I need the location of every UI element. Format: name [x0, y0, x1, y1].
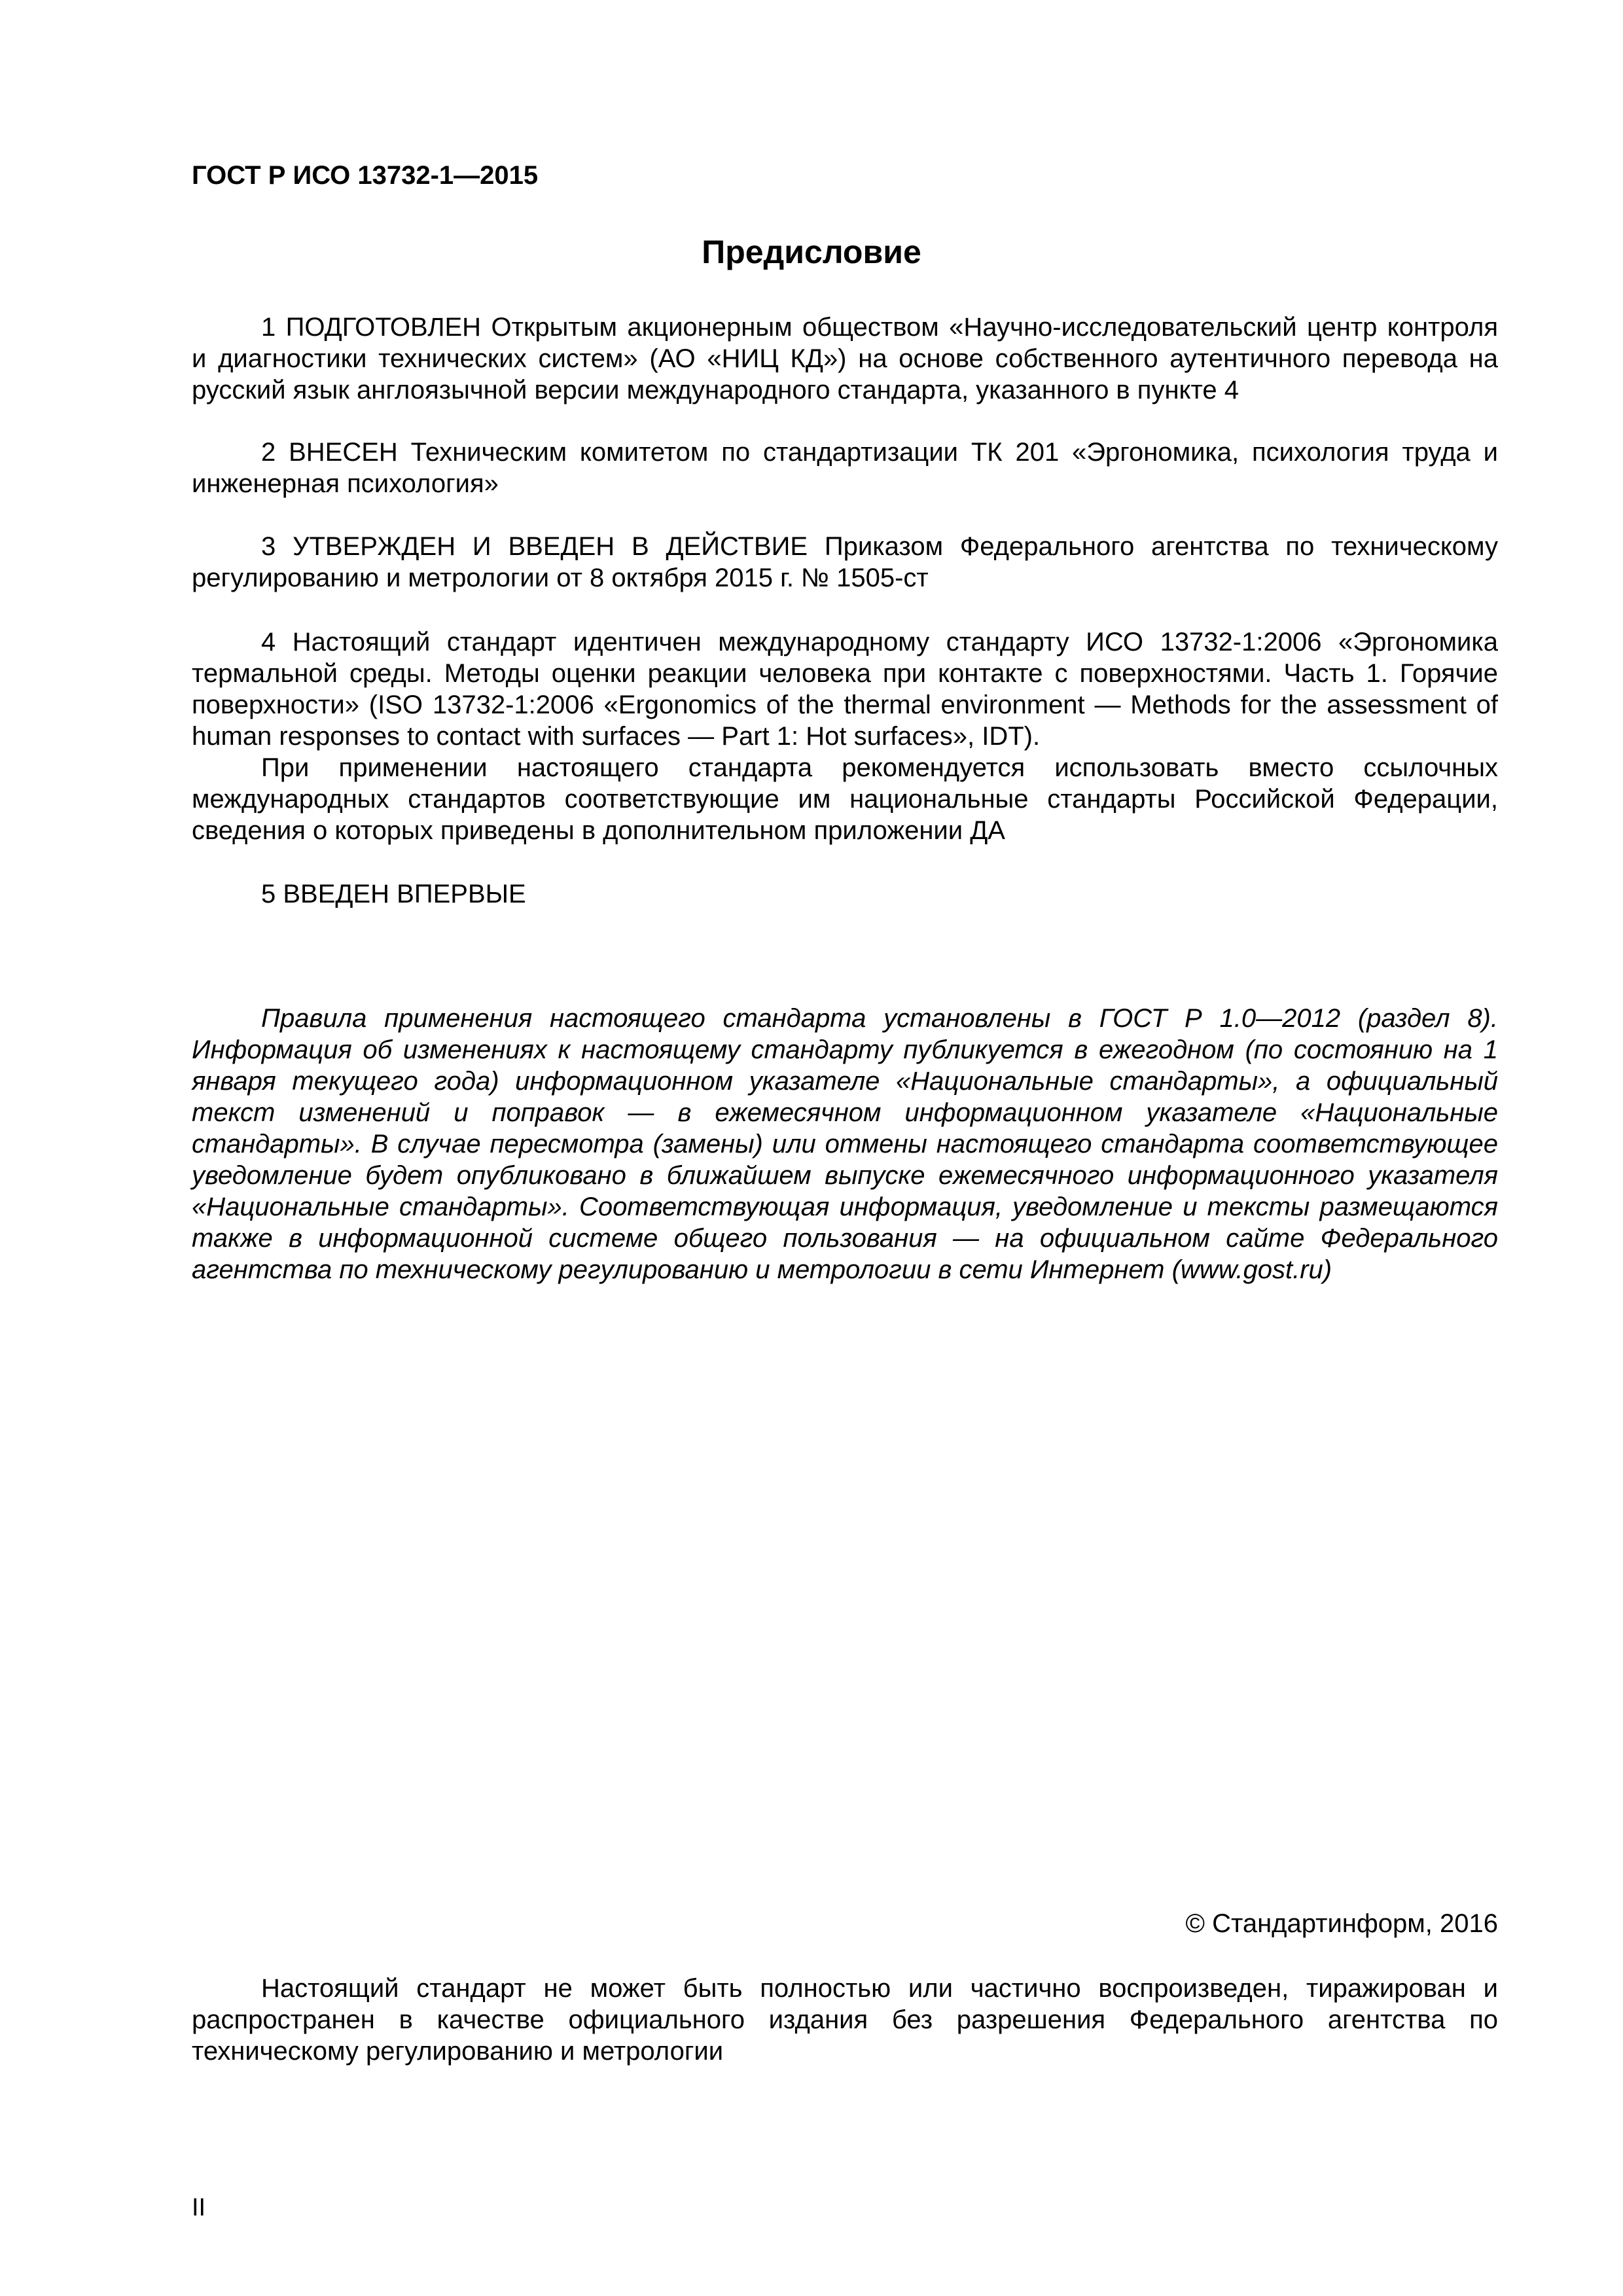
copyright: © Стандартинформ, 2016	[1185, 1909, 1498, 1938]
foreword-item-1: 1 ПОДГОТОВЛЕН Открытым акционерным обществом «Научно-исследовательский центр контроля и диагностики технических систем» (АО «НИЦ КД») на основе собственного аутентичного перевода на русский язык англоязычной версии международного стандарта, указанного в пункте 4	[192, 313, 1498, 404]
foreword-item-4-note: При применении настоящего стандарта рекомендуется использовать вместо ссылочных международных стандартов соответствующие им национальные стандарты Российской Федерации, сведения о которых приведены в дополнительном приложении ДА	[192, 753, 1498, 845]
page-number: II	[192, 2194, 206, 2221]
foreword-item-2: 2 ВНЕСЕН Техническим комитетом по стандартизации ТК 201 «Эргономика, психология труда и инженерная психология»	[192, 438, 1498, 498]
foreword-item-5: 5 ВВЕДЕН ВПЕРВЫЕ	[261, 880, 526, 908]
foreword-item-4: 4 Настоящий стандарт идентичен международному стандарту ИСО 13732-1:2006 «Эргономика термальной среды. Методы оценки реакции человека при контакте с поверхностями. Часть 1. Горячие поверхности» (ISO 13732-1:2006 «Ergonomics of the thermal environment — Methods for the assessment of human responses to contact with surfaces — Part 1: Hot surfaces», IDT).	[192, 628, 1498, 751]
page-title: Предисловие	[702, 234, 921, 270]
document-code-header: ГОСТ Р ИСО 13732-1—2015	[192, 161, 539, 190]
foreword-item-3: 3 УТВЕРЖДЕН И ВВЕДЕН В ДЕЙСТВИЕ Приказом Федерального агентства по техническому регулированию и метрологии от 8 октября 2015 г. № 1505-ст	[192, 532, 1498, 592]
rules-notice: Правила применения настоящего стандарта установлены в ГОСТ Р 1.0—2012 (раздел 8). Информация об изменениях к настоящему стандарту публикуется в ежегодном (по состоянию на 1 января текущего года) информационном указателе «Национальные стандарты», а официальный текст изменений и поправок — в ежемесячном информационном указателе «Национальные стандарты». В случае пересмотра (замены) или отмены настоящего стандарта соответствующее уведомление будет опубликовано в ближайшем выпуске ежемесячного информационного указателя «Национальные стандарты». Соответствующая информация, уведомление и тексты размещаются также в информационной системе общего пользования — на официальном сайте Федерального агентства по техническому регулированию и метрологии в сети Интернет (www.gost.ru)	[192, 1004, 1498, 1284]
reproduction-notice: Настоящий стандарт не может быть полностью или частично воспроизведен, тиражирован и распространен в качестве официального издания без разрешения Федерального агентства по техническому регулированию и метрологии	[192, 1974, 1498, 2066]
